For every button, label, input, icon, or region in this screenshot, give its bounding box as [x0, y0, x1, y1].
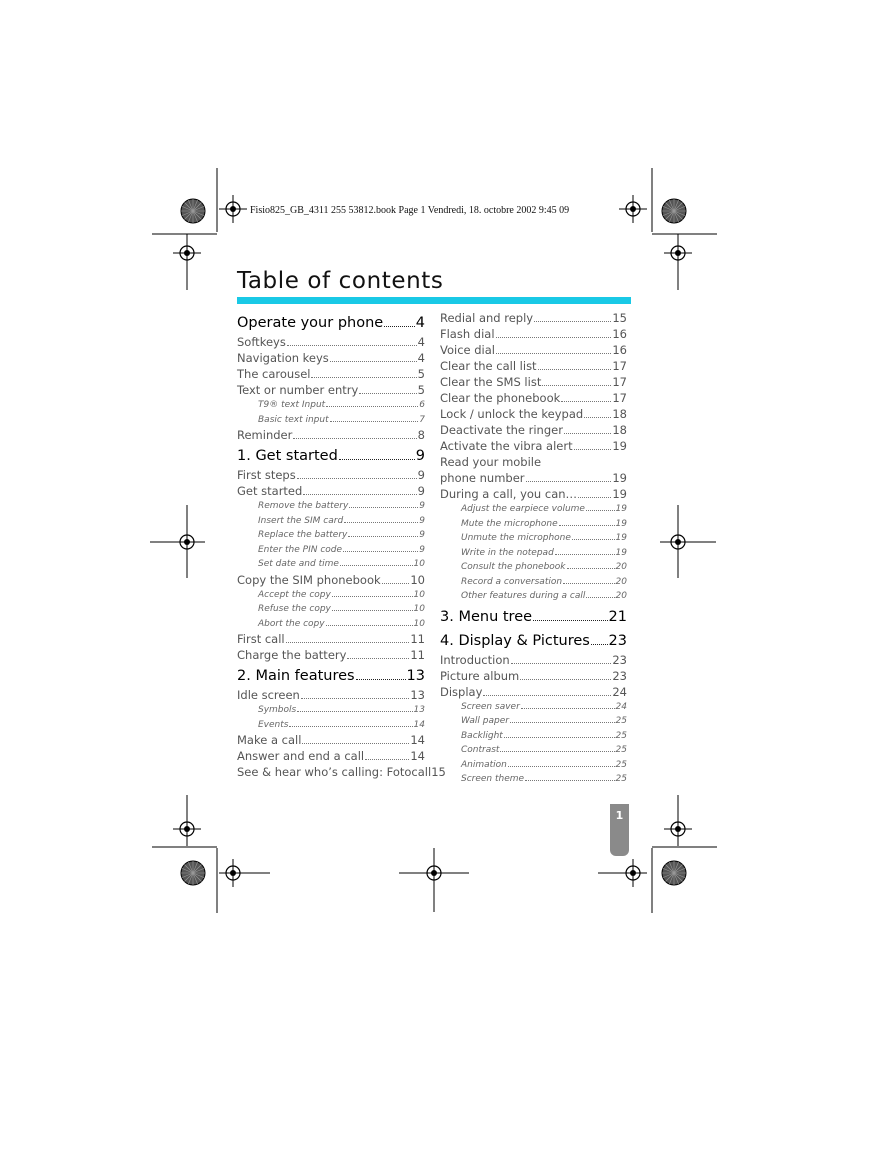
toc-entry-label: Read your mobile — [440, 455, 542, 469]
dot-leader — [344, 521, 418, 523]
toc-entry-label: T9® text Input — [258, 400, 326, 410]
dot-leader — [574, 448, 612, 450]
dot-leader — [559, 524, 615, 526]
toc-entry[interactable] — [237, 514, 425, 529]
dot-leader — [496, 352, 611, 354]
toc-entry[interactable] — [440, 422, 627, 438]
toc-entry-label: Wall paper — [461, 716, 509, 726]
toc-entry[interactable] — [440, 486, 627, 502]
toc-entry[interactable] — [237, 499, 425, 514]
dot-leader — [586, 596, 614, 598]
toc-entry[interactable] — [237, 467, 425, 483]
toc-entry-label: First steps — [237, 468, 296, 482]
toc-entry[interactable] — [237, 588, 425, 603]
toc-entry[interactable] — [440, 326, 627, 342]
dot-leader — [483, 694, 611, 696]
toc-entry-label: Redial and reply — [440, 311, 534, 325]
toc-entry-label: Backlight — [461, 730, 503, 741]
toc-entry[interactable] — [237, 631, 425, 647]
toc-column-left — [237, 310, 446, 780]
toc-entry-page: 19 — [615, 518, 627, 529]
toc-entry-label: 3. Menu tree — [440, 608, 533, 625]
toc-entry-label: Text or number entry — [237, 383, 359, 397]
toc-entry-label: Charge the battery — [237, 648, 347, 662]
toc-entry-page: 25 — [615, 774, 627, 784]
toc-entry-page: 4 — [415, 315, 425, 331]
toc-entry-page: 16 — [612, 327, 627, 341]
dot-leader — [564, 432, 611, 434]
dot-leader — [496, 336, 612, 338]
toc-entry-page: 10 — [413, 589, 425, 600]
toc-entry-label: Lock / unlock the keypad — [440, 407, 584, 421]
dot-leader — [326, 624, 413, 626]
toc-entry[interactable] — [440, 454, 627, 470]
dot-leader — [287, 344, 417, 346]
toc-entry[interactable] — [237, 528, 425, 543]
toc-entry-page: 14 — [410, 733, 425, 747]
toc-entry-label: Voice dial — [440, 343, 495, 357]
toc-entry-page: 10 — [410, 572, 425, 587]
toc-entry-page: 4 — [417, 351, 425, 365]
toc-entry-page: 25 — [615, 759, 627, 770]
dot-leader — [303, 493, 416, 495]
toc-entry[interactable] — [237, 764, 446, 780]
toc-entry-page: 23 — [612, 668, 627, 683]
toc-entry-label: Clear the phonebook — [440, 391, 561, 405]
toc-entry-page: 19 — [615, 547, 627, 558]
toc-entry[interactable] — [440, 684, 627, 700]
toc-entry-label: Write in the notepad — [461, 547, 554, 558]
dot-leader — [330, 360, 417, 362]
toc-entry-page: 7 — [419, 414, 425, 425]
toc-entry-label: Get started — [237, 484, 303, 498]
dot-leader — [510, 721, 615, 723]
toc-entry-label: Make a call — [237, 733, 302, 747]
toc-entry-page: 5 — [417, 383, 425, 397]
toc-entry[interactable] — [440, 729, 627, 744]
toc-entry-label: Reminder — [237, 428, 293, 442]
toc-entry-page: 9 — [419, 544, 425, 555]
toc-entry[interactable] — [237, 647, 425, 663]
toc-entry-page: 23 — [612, 652, 627, 667]
dot-leader — [382, 582, 410, 584]
toc-entry[interactable] — [440, 714, 627, 729]
toc-entry-page: 17 — [612, 375, 627, 389]
toc-entry[interactable] — [237, 445, 425, 467]
toc-entry[interactable] — [237, 703, 425, 718]
toc-entry-page: 25 — [615, 716, 627, 726]
toc-entry-page: 19 — [615, 533, 627, 543]
toc-entry-label: First call — [237, 632, 285, 646]
toc-entry-label: Events — [258, 719, 289, 730]
toc-entry[interactable] — [440, 358, 627, 374]
toc-entry[interactable] — [237, 427, 425, 443]
dot-leader — [534, 320, 611, 322]
toc-entry[interactable] — [440, 406, 627, 422]
toc-entry[interactable] — [237, 732, 425, 748]
toc-entry-page: 9 — [417, 484, 425, 498]
toc-entry[interactable] — [440, 546, 627, 561]
toc-entry-label: Answer and end a call — [237, 749, 365, 763]
toc-entry-label: Mute the microphone — [461, 518, 558, 529]
toc-entry[interactable] — [440, 560, 627, 575]
toc-entry-page: 18 — [612, 423, 627, 437]
toc-entry-label: During a call, you can… — [440, 487, 578, 501]
toc-entry-label: phone number — [440, 471, 525, 485]
toc-entry-label: Contrast — [461, 745, 500, 755]
toc-entry[interactable] — [237, 718, 425, 733]
toc-entry[interactable] — [440, 700, 627, 715]
toc-entry-label: Accept the copy — [258, 589, 331, 600]
dot-leader — [356, 678, 406, 680]
toc-entry[interactable] — [440, 374, 627, 390]
toc-entry-page: 17 — [612, 359, 627, 373]
dot-leader — [521, 707, 615, 709]
toc-entry-label: 1. Get started — [237, 448, 338, 464]
toc-entry-page: 15 — [431, 765, 446, 779]
dot-leader — [500, 750, 614, 752]
toc-entry-page: 10 — [413, 559, 425, 569]
toc-entry-page: 9 — [419, 515, 425, 526]
toc-entry[interactable] — [237, 382, 425, 398]
toc-entry-label: Insert the SIM card — [258, 515, 344, 526]
toc-entry-page: 13 — [406, 668, 425, 684]
dot-leader — [348, 535, 418, 537]
toc-entry[interactable] — [237, 617, 425, 632]
toc-entry-page: 17 — [612, 391, 627, 405]
toc-entry[interactable] — [237, 413, 425, 428]
title-rule — [237, 297, 631, 304]
toc-entry-page: 10 — [413, 618, 425, 629]
toc-entry-label: Unmute the microphone — [461, 533, 571, 543]
dot-leader — [555, 553, 615, 555]
toc-entry-label: The carousel — [237, 367, 311, 381]
toc-entry-page: 9 — [419, 501, 425, 511]
toc-entry-label: Set date and time — [258, 559, 339, 569]
toc-entry-label: Screen saver — [461, 701, 520, 712]
dot-leader — [591, 643, 608, 645]
dot-leader — [533, 619, 608, 621]
toc-entry-label: 4. Display & Pictures — [440, 632, 590, 649]
dot-leader — [526, 480, 612, 482]
toc-entry[interactable] — [440, 390, 627, 406]
toc-entry[interactable] — [237, 602, 425, 617]
toc-entry-label: Deactivate the ringer — [440, 423, 563, 437]
dot-leader — [289, 725, 412, 727]
toc-entry[interactable] — [237, 312, 425, 334]
dot-leader — [584, 416, 611, 418]
toc-entry-page: 20 — [615, 591, 627, 601]
dot-leader — [359, 392, 416, 394]
toc-entry[interactable] — [440, 589, 627, 604]
dot-leader — [561, 400, 611, 402]
dot-leader — [326, 405, 418, 407]
toc-entry-label: Enter the PIN code — [258, 544, 343, 555]
dot-leader — [578, 496, 611, 498]
dot-leader — [563, 582, 614, 584]
dot-leader — [511, 662, 612, 664]
dot-leader — [520, 678, 611, 680]
toc-entry[interactable] — [237, 334, 425, 350]
toc-entry[interactable] — [237, 483, 425, 499]
dot-leader — [297, 477, 417, 479]
page-number-tab: 1 — [610, 804, 629, 856]
toc-entry[interactable] — [440, 758, 627, 773]
toc-entry-page: 5 — [417, 367, 425, 381]
dot-leader — [347, 657, 409, 659]
dot-leader — [340, 564, 413, 566]
toc-entry[interactable] — [440, 575, 627, 590]
toc-entry-page: 14 — [410, 749, 425, 763]
toc-entry[interactable] — [440, 630, 627, 652]
dot-leader — [293, 437, 416, 439]
toc-entry-label: Copy the SIM phonebook — [237, 572, 381, 587]
dot-leader — [504, 736, 615, 738]
toc-entry-label: Symbols — [258, 705, 297, 715]
dot-leader — [332, 609, 413, 611]
toc-entry-page: 11 — [410, 632, 425, 646]
toc-entry-page: 24 — [615, 701, 627, 712]
toc-entry-page: 13 — [413, 705, 425, 715]
toc-entry-label: Navigation keys — [237, 351, 329, 365]
toc-entry[interactable] — [440, 668, 627, 684]
toc-entry[interactable] — [440, 531, 627, 546]
toc-entry-page: 11 — [410, 648, 425, 662]
toc-entry[interactable] — [237, 748, 425, 764]
dot-leader — [508, 765, 615, 767]
toc-entry-label: Basic text input — [258, 414, 329, 425]
toc-entry[interactable] — [237, 572, 425, 588]
toc-entry-label: Idle screen — [237, 688, 300, 702]
toc-entry[interactable] — [440, 342, 627, 358]
toc-entry-label: Picture album — [440, 668, 520, 683]
toc-entry[interactable] — [237, 366, 425, 382]
toc-entry-label: Consult the phonebook — [461, 562, 566, 572]
dot-leader — [572, 538, 615, 540]
toc-entry-page: 4 — [417, 335, 425, 349]
dot-leader — [332, 595, 413, 597]
dot-leader — [542, 384, 611, 386]
toc-entry-page: 9 — [415, 448, 425, 464]
toc-entry-label: Record a conversation — [461, 576, 563, 587]
toc-entry-label: Screen theme — [461, 774, 525, 784]
toc-entry-label: Activate the vibra alert — [440, 439, 573, 453]
toc-entry-page: 8 — [417, 428, 425, 442]
dot-leader — [343, 550, 418, 552]
toc-entry-label: Refuse the copy — [258, 604, 331, 614]
toc-entry-label: Animation — [461, 759, 507, 770]
toc-entry-label: Clear the call list — [440, 359, 537, 373]
toc-entry[interactable] — [237, 665, 425, 687]
toc-entry-label: Softkeys — [237, 335, 286, 349]
toc-entry[interactable] — [237, 557, 425, 572]
toc-entry-page: 18 — [612, 407, 627, 421]
toc-entry[interactable] — [440, 502, 627, 517]
toc-entry-label: Clear the SMS list — [440, 375, 542, 389]
toc-entry-label: Display — [440, 684, 483, 699]
toc-entry[interactable] — [237, 350, 425, 366]
dot-leader — [302, 742, 409, 744]
toc-column-right — [440, 310, 627, 787]
toc-entry-page: 10 — [413, 604, 425, 614]
toc-entry-page: 20 — [615, 576, 627, 587]
toc-entry-page: 19 — [612, 471, 627, 485]
dot-leader — [586, 509, 615, 511]
dot-leader — [286, 641, 410, 643]
toc-entry-page: 16 — [612, 343, 627, 357]
toc-entry[interactable] — [440, 438, 627, 454]
page-title: Table of contents — [237, 268, 444, 294]
toc-entry-label: Flash dial — [440, 327, 495, 341]
toc-entry-page: 19 — [615, 504, 627, 514]
toc-entry-label: Introduction — [440, 652, 510, 667]
toc-entry-label: Adjust the earpiece volume — [461, 504, 585, 514]
toc-entry-page: 25 — [615, 745, 627, 755]
toc-entry-label: See & hear who’s calling: Fotocall — [237, 765, 432, 779]
dot-leader — [384, 325, 415, 327]
toc-entry[interactable] — [237, 398, 425, 413]
toc-entry-page: 25 — [615, 730, 627, 741]
toc-entry[interactable] — [440, 470, 627, 486]
dot-leader — [311, 376, 416, 378]
toc-entry[interactable] — [440, 310, 627, 326]
toc-entry[interactable] — [440, 652, 627, 668]
toc-entry-label: 2. Main features — [237, 668, 355, 684]
toc-entry[interactable] — [440, 743, 627, 758]
dot-leader — [538, 368, 612, 370]
print-header: Fisio825_GB_4311 255 53812.book Page 1 Vendredi, 18. octobre 2002 9:45 09 — [250, 205, 570, 216]
toc-entry-page: 6 — [419, 400, 425, 410]
toc-entry-page: 21 — [608, 608, 627, 625]
toc-entry-page: 14 — [413, 719, 425, 730]
dot-leader — [567, 567, 615, 569]
toc-entry[interactable] — [440, 606, 627, 628]
dot-leader — [365, 758, 409, 760]
toc-entry-page: 13 — [410, 688, 425, 702]
toc-entry-label: Operate your phone — [237, 315, 384, 331]
toc-entry[interactable] — [237, 543, 425, 558]
toc-entry-page: 24 — [612, 684, 627, 699]
toc-entry-label: Other features during a call — [461, 591, 586, 601]
dot-leader — [349, 506, 418, 508]
toc-entry-page: 23 — [608, 632, 627, 649]
dot-leader — [297, 710, 412, 712]
toc-entry-page: 19 — [612, 439, 627, 453]
toc-entry-page: 15 — [612, 311, 627, 325]
dot-leader — [330, 420, 419, 422]
toc-entry-label: Abort the copy — [258, 618, 325, 629]
dot-leader — [525, 779, 614, 781]
dot-leader — [339, 458, 415, 460]
toc-entry-page: 19 — [612, 487, 627, 501]
toc-entry-page: 9 — [419, 530, 425, 540]
toc-entry[interactable] — [440, 517, 627, 532]
toc-entry[interactable] — [237, 687, 425, 703]
toc-entry-label: Remove the battery — [258, 501, 349, 511]
toc-entry[interactable] — [440, 772, 627, 787]
dot-leader — [301, 697, 410, 699]
toc-entry-page: 20 — [615, 562, 627, 572]
toc-entry-page: 9 — [417, 468, 425, 482]
toc-entry-label: Replace the battery — [258, 530, 348, 540]
